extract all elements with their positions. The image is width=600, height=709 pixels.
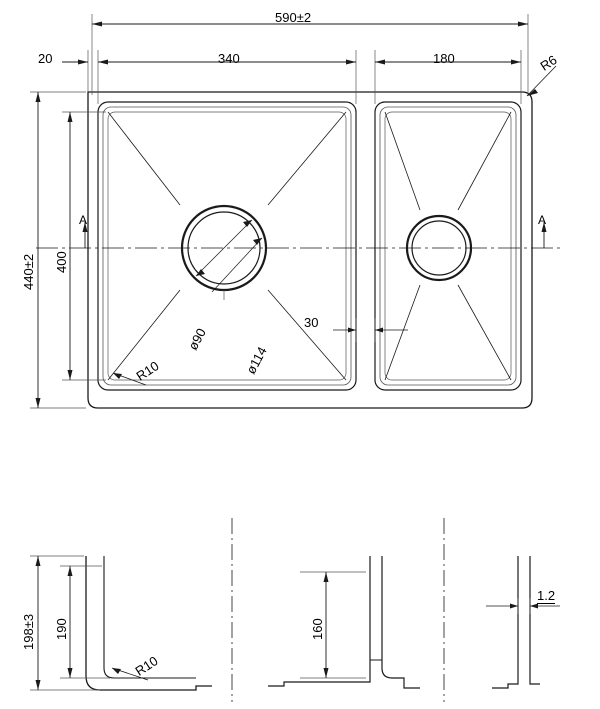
right-bowl-diagonal-bl bbox=[385, 285, 420, 380]
arrow-340-right bbox=[346, 60, 356, 65]
section-mark-left: A bbox=[79, 213, 88, 227]
left-bowl-diagonal-tr bbox=[268, 112, 346, 205]
arrow-198-bottom bbox=[36, 680, 41, 690]
arrow-190-bottom bbox=[68, 668, 73, 678]
arrow-r10-section bbox=[112, 668, 121, 674]
arrow-30-left bbox=[348, 328, 356, 333]
arrow-180-right bbox=[511, 60, 521, 65]
arrow-590-left bbox=[92, 22, 102, 27]
left-bowl-diagonal-tl bbox=[108, 112, 180, 205]
section-right-outer-profile bbox=[530, 556, 540, 684]
dim-label-right-bowl-width: 180 bbox=[433, 51, 455, 66]
arrow-180-left bbox=[375, 60, 385, 65]
arrow-160-top bbox=[324, 572, 329, 582]
arrow-440-top bbox=[36, 92, 41, 102]
section-mark-right: A bbox=[538, 213, 547, 227]
dim-label-bowl-depth-left: 190 bbox=[54, 618, 69, 640]
arrow-30-right bbox=[375, 328, 383, 333]
right-bowl-diagonal-br bbox=[458, 285, 511, 380]
dim-label-inner-depth: 400 bbox=[54, 251, 69, 273]
arrow-400-bottom bbox=[68, 370, 73, 380]
dim-label-corner-radius-inner: R10 bbox=[133, 358, 162, 384]
arrow-340-left bbox=[98, 60, 108, 65]
arrow-198-top bbox=[36, 556, 41, 566]
dim-label-overall-width: 590±2 bbox=[275, 10, 312, 25]
arrow-160-bottom bbox=[324, 668, 329, 678]
leader-dia114 bbox=[212, 238, 262, 292]
left-bowl-wall bbox=[108, 112, 346, 380]
section-right-inner-profile bbox=[492, 556, 518, 688]
arrow-dia114-top bbox=[253, 238, 262, 245]
dim-label-section-corner-radius: R10 bbox=[132, 653, 161, 679]
left-bowl-diagonal-br bbox=[268, 290, 346, 380]
arrow-440-bottom bbox=[36, 398, 41, 408]
arrow-190-top bbox=[68, 566, 73, 576]
right-bowl-diagonal-tr bbox=[458, 112, 511, 210]
section-divider-right-face bbox=[382, 556, 420, 688]
right-bowl-rim-inner bbox=[380, 107, 516, 385]
arrow-12-right bbox=[530, 604, 538, 609]
dim-label-overall-depth: 440±2 bbox=[21, 253, 36, 290]
arrow-590-right bbox=[518, 22, 528, 27]
dim-label-overall-height: 198±3 bbox=[21, 613, 36, 650]
right-bowl-diagonal-tl bbox=[385, 112, 420, 210]
arrow-400-top bbox=[68, 112, 73, 122]
dim-label-drain-inner-dia: ø90 bbox=[185, 325, 209, 353]
arrow-r10-top bbox=[113, 373, 122, 379]
arrow-20 bbox=[78, 60, 88, 65]
dim-label-material-thickness: 1.2 bbox=[537, 588, 556, 603]
leader-r6 bbox=[527, 66, 556, 96]
dim-label-left-edge-offset: 20 bbox=[38, 51, 53, 66]
dim-label-bowl-depth-right: 160 bbox=[310, 618, 325, 640]
arrow-12 bbox=[510, 604, 518, 609]
top-view-group bbox=[30, 14, 560, 702]
dim-label-corner-radius-outer: R6 bbox=[537, 52, 560, 74]
dim-label-divider-width: 30 bbox=[304, 315, 319, 330]
dim-label-drain-outer-dia: ø114 bbox=[243, 344, 270, 377]
right-bowl-wall bbox=[385, 112, 511, 380]
dim-label-left-bowl-width: 340 bbox=[218, 51, 240, 66]
